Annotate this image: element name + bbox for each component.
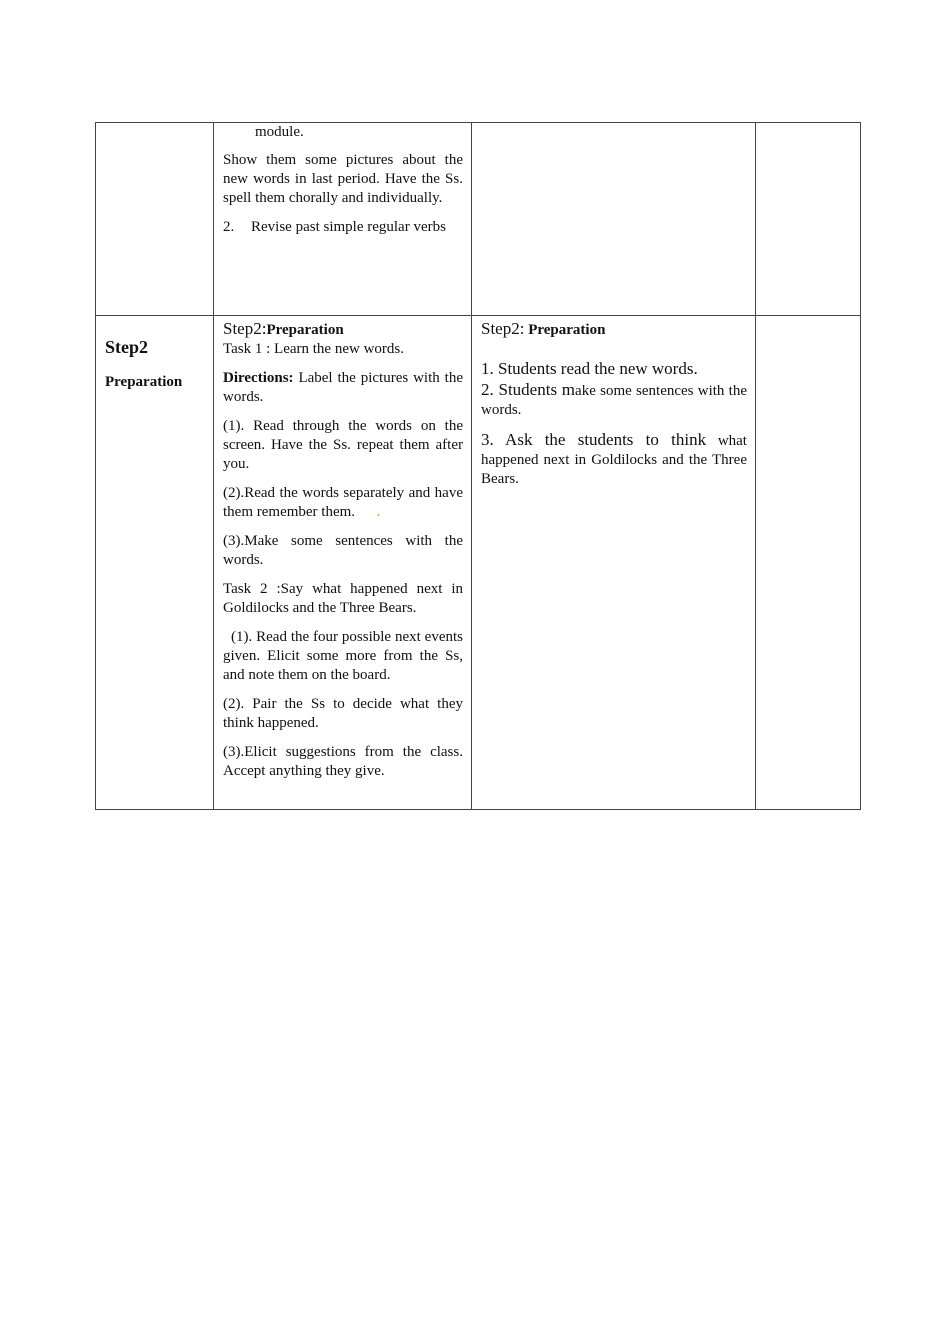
step-subtitle: Preparation (105, 374, 183, 390)
notes-cell (756, 123, 861, 316)
revise-text: Revise past simple regular verbs (251, 219, 446, 235)
task2-step3: (3).Elicit suggestions from the class. Accept anything they give. (223, 744, 463, 779)
step-cell (96, 316, 214, 810)
table-row (96, 123, 861, 316)
task1-step3: (3).Make some sentences with the words. (223, 533, 463, 568)
task1-step1: (1). Read through the words on the screen. Have the Ss. repeat them after you. (223, 418, 463, 472)
teacher-activity-cell (214, 316, 472, 810)
student-activity-1: 1. Students read the new words. (481, 359, 698, 378)
task2-step1: (1). Read the four possible next events given. Elicit some more from the Ss, and note them on the board. (223, 629, 463, 683)
student-activity-cell (472, 316, 756, 810)
student-activity-cell (472, 123, 756, 316)
student-heading: Step2: Preparation (481, 319, 606, 338)
teacher-heading: Step2:Preparation (223, 319, 344, 338)
teacher-activity-cell (214, 123, 472, 316)
task1-text: Task 1 : Learn the new words. (223, 341, 404, 357)
step-title: Step2 (105, 337, 149, 357)
module-tail-text: module. (255, 124, 304, 140)
stray-mark: . (377, 505, 381, 519)
directions-text: Directions: Label the pictures with the words. (223, 370, 463, 405)
table-row (96, 316, 861, 810)
revise-item (223, 218, 463, 237)
student-activity-2: 2. Students make some sentences with the words. (481, 380, 747, 418)
lesson-plan-table (95, 122, 861, 810)
student-activity-3: 3. Ask the students to think what happened next in Goldilocks and the Three Bears. (481, 430, 747, 487)
revise-number: 2. (223, 219, 235, 235)
show-pictures-text: Show them some pictures about the new words in last period. Have the Ss. spell them chorally and individually. (223, 152, 463, 206)
task2-step2: (2). Pair the Ss to decide what they think happened. (223, 696, 463, 731)
notes-cell (756, 316, 861, 810)
step-cell (96, 123, 214, 316)
task2-text: Task 2 :Say what happened next in Goldilocks and the Three Bears. (223, 581, 463, 616)
task1-step2: (2).Read the words separately and have them remember them. . (223, 485, 463, 520)
